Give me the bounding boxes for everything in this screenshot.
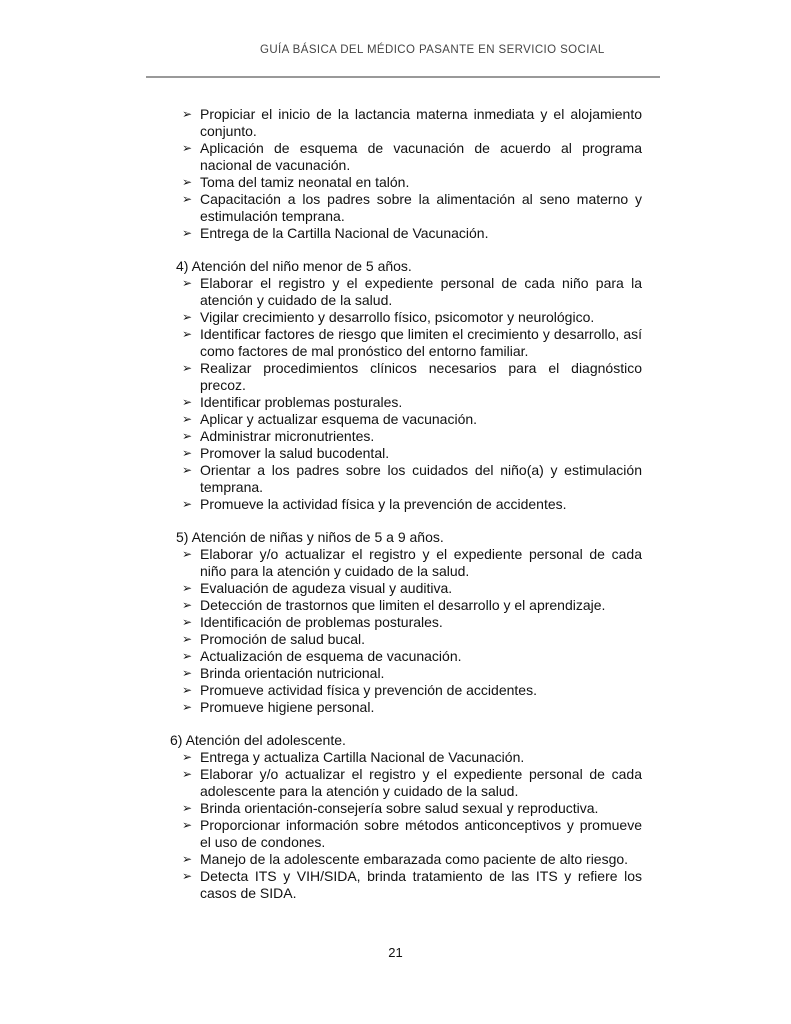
bullet-item: ➢ Elaborar y/o actualizar el registro y el expediente personal de cada adolescente para la atención y cuidado de la salud. bbox=[200, 766, 642, 800]
section-heading-6: 6) Atención del adolescente. bbox=[170, 732, 346, 748]
bullet-item: ➢ Proporcionar información sobre métodos anticonceptivos y promueve el uso de condones. bbox=[200, 817, 642, 851]
bullet-item: ➢ Promueve la actividad física y la prevención de accidentes. bbox=[200, 496, 642, 513]
bullet-item: ➢ Promoción de salud bucal. bbox=[200, 631, 642, 648]
section-6-bullet-list bbox=[166, 749, 642, 902]
bullet-item: ➢ Entrega y actualiza Cartilla Nacional de Vacunación. bbox=[200, 749, 642, 766]
bullet-item: ➢ Actualización de esquema de vacunación. bbox=[200, 648, 642, 665]
bullet-item: ➢ Brinda orientación-consejería sobre salud sexual y reproductiva. bbox=[200, 800, 642, 817]
bullet-item: ➢ Aplicar y actualizar esquema de vacunación. bbox=[200, 411, 642, 428]
bullet-item: ➢ Orientar a los padres sobre los cuidados del niño(a) y estimulación temprana. bbox=[200, 462, 642, 496]
bullet-item: ➢ Identificación de problemas posturales. bbox=[200, 614, 642, 631]
bullet-item: ➢ Evaluación de agudeza visual y auditiva. bbox=[200, 580, 642, 597]
section-4-bullet-list bbox=[166, 275, 642, 513]
section-5-bullet-list bbox=[166, 546, 642, 716]
bullet-item: ➢ Brinda orientación nutricional. bbox=[200, 665, 642, 682]
intro-bullet-list bbox=[166, 106, 642, 242]
bullet-item: ➢ Toma del tamiz neonatal en talón. bbox=[200, 174, 642, 191]
bullet-item: ➢ Capacitación a los padres sobre la alimentación al seno materno y estimulación temprana. bbox=[200, 191, 642, 225]
section-heading-4: 4) Atención del niño menor de 5 años. bbox=[176, 258, 412, 274]
page-number: 21 bbox=[388, 945, 403, 960]
bullet-item: ➢ Detecta ITS y VIH/SIDA, brinda tratamiento de las ITS y refiere los casos de SIDA. bbox=[200, 868, 642, 902]
bullet-item: ➢ Administrar micronutrientes. bbox=[200, 428, 642, 445]
bullet-item: ➢ Manejo de la adolescente embarazada como paciente de alto riesgo. bbox=[200, 851, 642, 868]
bullet-item: ➢ Aplicación de esquema de vacunación de acuerdo al programa nacional de vacunación. bbox=[200, 140, 642, 174]
bullet-item: ➢ Elaborar el registro y el expediente personal de cada niño para la atención y cuidado de la salud. bbox=[200, 275, 642, 309]
bullet-item: ➢ Elaborar y/o actualizar el registro y el expediente personal de cada niño para la atención y cuidado de la salud. bbox=[200, 546, 642, 580]
bullet-item: ➢ Realizar procedimientos clínicos necesarios para el diagnóstico precoz. bbox=[200, 360, 642, 394]
bullet-item: ➢ Identificar problemas posturales. bbox=[200, 394, 642, 411]
bullet-item: ➢ Promueve actividad física y prevención de accidentes. bbox=[200, 682, 642, 699]
page-body bbox=[166, 106, 642, 902]
bullet-item: ➢ Promueve higiene personal. bbox=[200, 699, 642, 716]
header-rule bbox=[146, 76, 660, 78]
section-heading-5: 5) Atención de niñas y niños de 5 a 9 años. bbox=[176, 529, 444, 545]
bullet-item: ➢ Promover la salud bucodental. bbox=[200, 445, 642, 462]
bullet-item: ➢ Entrega de la Cartilla Nacional de Vacunación. bbox=[200, 225, 642, 242]
bullet-item: ➢ Detección de trastornos que limiten el desarrollo y el aprendizaje. bbox=[200, 597, 642, 614]
running-header: GUÍA BÁSICA DEL MÉDICO PASANTE EN SERVICIO SOCIAL bbox=[260, 44, 605, 56]
bullet-item: ➢ Propiciar el inicio de la lactancia materna inmediata y el alojamiento conjunto. bbox=[200, 106, 642, 140]
bullet-item: ➢ Vigilar crecimiento y desarrollo físico, psicomotor y neurológico. bbox=[200, 309, 642, 326]
bullet-item: ➢ Identificar factores de riesgo que limiten el crecimiento y desarrollo, así como factores de mal pronóstico del entorno familiar. bbox=[200, 326, 642, 360]
